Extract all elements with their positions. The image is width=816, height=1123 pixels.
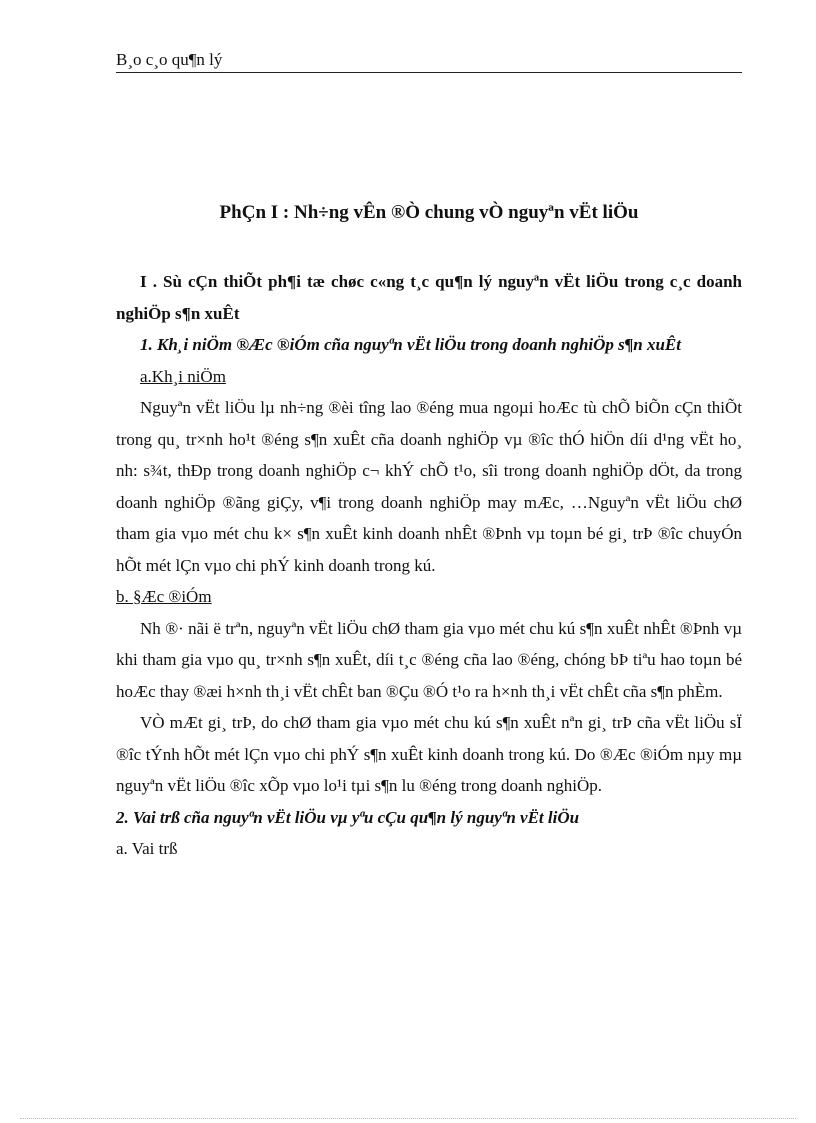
page-bottom-divider	[20, 1118, 796, 1119]
paragraph-value: VÒ mÆt gi¸ trÞ, do chØ tham gia vµo mét chu kú s¶n xuÊt nªn gi¸ trÞ cña vËt liÖu sÏ ®îc tÝnh hÕt mét lÇn vµo chi phÝ s¶n xuÊt kinh doanh trong kú. Do ®Æc ®iÓm nµy mµ nguyªn vËt liÖu ®îc xÕp vµo lo¹i tµi s¶n lu ®éng trong doanh nghiÖp.	[116, 713, 742, 795]
subsection-heading-2: 2. Vai trß cña nguyªn vËt liÖu vµ yªu cÇu qu¶n lý nguyªn vËt liÖu	[116, 807, 580, 827]
chapter-title: PhÇn I : Nh÷ng vÊn ®Ò chung vÒ nguyªn vËt liÖu	[219, 202, 639, 223]
document-body	[116, 266, 742, 865]
heading-characteristics	[116, 581, 742, 613]
heading-characteristics-text: b. §Æc ®iÓm	[116, 587, 212, 606]
subsection-heading-1: 1. Kh¸i niÖm ®Æc ®iÓm cña nguyªn vËt liÖu trong doanh nghiÖp s¶n xuÊt	[140, 335, 681, 354]
heading-concept	[116, 361, 742, 393]
heading-concept-text: a.Kh¸i niÖm	[140, 366, 226, 386]
heading-role: a. Vai trß	[116, 839, 178, 858]
paragraph-characteristics: Nh ®· nãi ë trªn, nguyªn vËt liÖu chØ tham gia vµo mét chu kú s¶n xuÊt nhÊt ®Þnh vµ khi tham gia vµo qu¸ tr×nh s¶n xuÊt, díi t¸c ®éng cña lao ®éng, chóng bÞ tiªu hao toµn bé hoÆc thay ®æi h×nh th¸i vËt chÊt ban ®Çu ®Ó t¹o ra h×nh th¸i vËt chÊt cña s¶n phÈm.	[116, 618, 742, 701]
paragraph-concept: Nguyªn vËt liÖu lµ nh÷ng ®èi tîng lao ®éng mua ngoµi hoÆc tù chÕ biÕn cÇn thiÕt trong qu¸ tr×nh ho¹t ®éng s¶n xuÊt cña doanh nghiÖp vµ ®îc thÓ hiÖn díi d¹ng vËt ho¸ nh: s¾t, thÐp trong doanh nghiÖp c¬ khÝ chÕ t¹o, sîi trong doanh nghiÖp dÖt, da trong doanh nghiÖp ®ãng giÇy, v¶i trong doanh nghiÖp may mÆc, …Nguyªn vËt liÖu chØ tham gia vµo mét chu k× s¶n xuÊt kinh doanh nhÊt ®Þnh vµ toµn bé gi¸ trÞ ®îc chuyÓn hÕt mét lÇn vµo chi phÝ kinh doanh trong kú.	[116, 398, 742, 575]
page-header: B¸o c¸o qu¶n lý	[116, 50, 742, 73]
section-heading-1: I . Sù cÇn thiÕt ph¶i tæ chøc c«ng t¸c qu¶n lý nguyªn vËt liÖu trong c¸c doanh nghiÖp s¶n xuÊt	[116, 272, 742, 323]
